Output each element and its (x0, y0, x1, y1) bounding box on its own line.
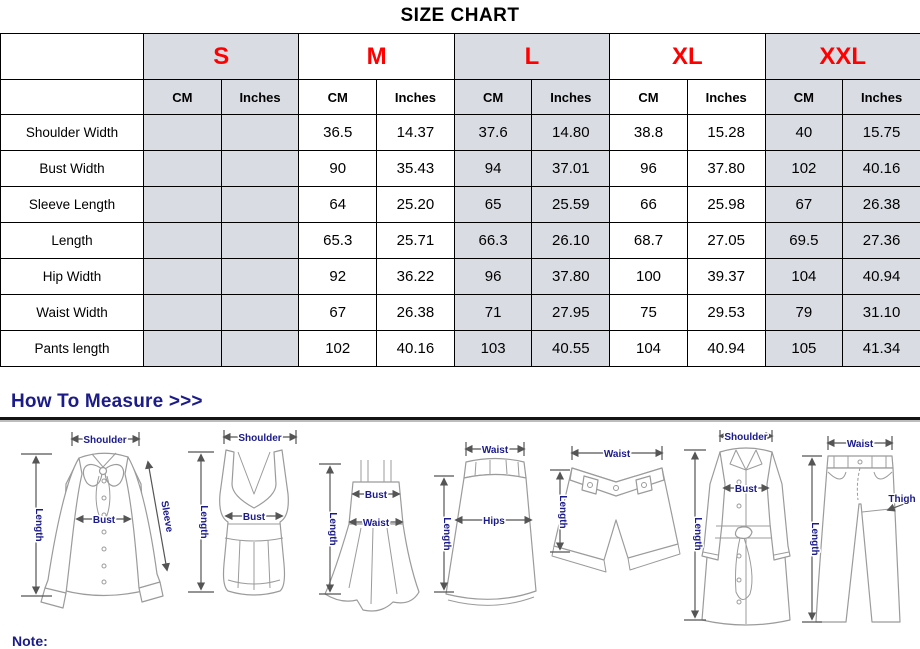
value-cell: 27.05 (687, 223, 765, 259)
unit-header-xxl-inches: Inches (843, 80, 920, 115)
unit-header-m-inches: Inches (377, 80, 455, 115)
value-cell (221, 223, 299, 259)
skirt-diagram-icon (430, 424, 552, 629)
value-cell: 68.7 (610, 223, 688, 259)
value-cell (144, 259, 222, 295)
value-cell: 14.80 (532, 115, 610, 151)
value-cell: 41.34 (843, 331, 920, 367)
coat-length-label: Length (692, 517, 703, 550)
value-cell (221, 331, 299, 367)
figure-coat (680, 424, 802, 638)
value-cell: 66 (610, 187, 688, 223)
dress-length-label: Length (327, 512, 338, 545)
value-cell: 26.38 (843, 187, 920, 223)
value-cell: 37.6 (454, 115, 532, 151)
row-waist-width (1, 295, 920, 331)
value-cell: 31.10 (843, 295, 920, 331)
value-cell: 64 (299, 187, 377, 223)
value-cell: 40.16 (377, 331, 455, 367)
pants-thigh-label: Thigh (888, 494, 915, 505)
size-header-xxl: XXL (765, 34, 920, 80)
blouse-shoulder-label: Shoulder (83, 435, 126, 446)
value-cell: 94 (454, 151, 532, 187)
size-header-s: S (144, 34, 299, 80)
value-cell: 100 (610, 259, 688, 295)
value-cell (221, 187, 299, 223)
value-cell: 65.3 (299, 223, 377, 259)
size-chart-table (0, 33, 920, 367)
unit-header-xl-cm: CM (610, 80, 688, 115)
value-cell: 71 (454, 295, 532, 331)
row-hip-width (1, 259, 920, 295)
shorts-diagram-icon (548, 424, 686, 629)
measurement-label: Pants length (1, 331, 144, 367)
row-sleeve-length (1, 187, 920, 223)
value-cell (144, 151, 222, 187)
measurement-label: Bust Width (1, 151, 144, 187)
value-cell: 92 (299, 259, 377, 295)
value-cell: 75 (610, 295, 688, 331)
value-cell: 29.53 (687, 295, 765, 331)
value-cell (221, 151, 299, 187)
value-cell: 105 (765, 331, 843, 367)
value-cell: 96 (454, 259, 532, 295)
tank-bust-label: Bust (243, 512, 266, 523)
figure-pants (800, 424, 918, 638)
value-cell: 14.37 (377, 115, 455, 151)
value-cell: 40.94 (843, 259, 920, 295)
value-cell: 67 (299, 295, 377, 331)
corner-cell (1, 34, 144, 80)
note-label: Note: (12, 633, 48, 649)
value-cell (144, 223, 222, 259)
pants-length-label: Length (809, 522, 820, 555)
skirt-waist-label: Waist (482, 445, 509, 456)
size-header-row (1, 34, 920, 80)
value-cell: 102 (765, 151, 843, 187)
unit-header-l-cm: CM (454, 80, 532, 115)
unit-header-s-cm: CM (144, 80, 222, 115)
value-cell: 26.38 (377, 295, 455, 331)
pants-waist-label: Waist (847, 439, 874, 450)
corner-cell (1, 80, 144, 115)
value-cell: 25.71 (377, 223, 455, 259)
value-cell: 15.28 (687, 115, 765, 151)
measurement-label: Sleeve Length (1, 187, 144, 223)
value-cell: 37.01 (532, 151, 610, 187)
value-cell: 37.80 (687, 151, 765, 187)
measurement-label: Hip Width (1, 259, 144, 295)
value-cell: 40.94 (687, 331, 765, 367)
value-cell (144, 295, 222, 331)
tank-shoulder-label: Shoulder (238, 433, 281, 444)
blouse-sleeve-label: Sleeve (158, 500, 174, 534)
coat-bust-label: Bust (735, 484, 758, 495)
value-cell: 66.3 (454, 223, 532, 259)
unit-header-m-cm: CM (299, 80, 377, 115)
row-bust-width (1, 151, 920, 187)
value-cell: 35.43 (377, 151, 455, 187)
page-title: SIZE CHART (0, 5, 920, 27)
value-cell: 104 (610, 331, 688, 367)
value-cell (144, 331, 222, 367)
value-cell: 36.5 (299, 115, 377, 151)
value-cell: 26.10 (532, 223, 610, 259)
blouse-bust-label: Bust (93, 515, 116, 526)
dress-waist-label: Waist (363, 518, 390, 529)
coat-shoulder-label: Shoulder (724, 432, 767, 443)
unit-header-s-inches: Inches (221, 80, 299, 115)
value-cell: 79 (765, 295, 843, 331)
value-cell: 65 (454, 187, 532, 223)
value-cell: 96 (610, 151, 688, 187)
pants-diagram-icon (800, 424, 918, 638)
value-cell: 103 (454, 331, 532, 367)
size-header-m: M (299, 34, 454, 80)
value-cell: 102 (299, 331, 377, 367)
value-cell (221, 295, 299, 331)
measure-figures (0, 424, 920, 641)
size-header-l: L (454, 34, 609, 80)
value-cell: 90 (299, 151, 377, 187)
value-cell: 37.80 (532, 259, 610, 295)
value-cell: 40.16 (843, 151, 920, 187)
value-cell: 25.59 (532, 187, 610, 223)
blouse-diagram-icon (8, 424, 178, 636)
figure-dress (313, 424, 431, 629)
value-cell: 40 (765, 115, 843, 151)
value-cell (221, 115, 299, 151)
figure-shorts (548, 424, 686, 629)
skirt-length-label: Length (441, 517, 452, 550)
size-chart-body (1, 115, 920, 367)
value-cell: 25.98 (687, 187, 765, 223)
value-cell: 67 (765, 187, 843, 223)
value-cell (144, 187, 222, 223)
measurement-label: Waist Width (1, 295, 144, 331)
blouse-length-label: Length (33, 508, 44, 541)
value-cell: 104 (765, 259, 843, 295)
skirt-hips-label: Hips (483, 516, 505, 527)
dress-diagram-icon (313, 424, 431, 629)
figure-skirt (430, 424, 552, 629)
unit-header-row (1, 80, 920, 115)
row-length (1, 223, 920, 259)
value-cell: 27.36 (843, 223, 920, 259)
row-shoulder-width (1, 115, 920, 151)
value-cell: 36.22 (377, 259, 455, 295)
unit-header-xxl-cm: CM (765, 80, 843, 115)
how-to-measure-heading: How To Measure >>> (11, 391, 203, 413)
value-cell: 39.37 (687, 259, 765, 295)
measurement-label: Length (1, 223, 144, 259)
tank-length-label: Length (198, 505, 209, 538)
value-cell: 25.20 (377, 187, 455, 223)
figure-tank-top (180, 424, 328, 629)
tank-top-diagram-icon (180, 424, 328, 629)
value-cell: 27.95 (532, 295, 610, 331)
unit-header-xl-inches: Inches (687, 80, 765, 115)
measurement-label: Shoulder Width (1, 115, 144, 151)
row-pants-length (1, 331, 920, 367)
unit-header-l-inches: Inches (532, 80, 610, 115)
figure-blouse (8, 424, 178, 636)
value-cell: 15.75 (843, 115, 920, 151)
value-cell (221, 259, 299, 295)
dress-bust-label: Bust (365, 490, 388, 501)
value-cell: 40.55 (532, 331, 610, 367)
shorts-length-label: Length (557, 495, 568, 528)
value-cell (144, 115, 222, 151)
shorts-waist-label: Waist (604, 449, 631, 460)
section-divider (0, 417, 920, 422)
value-cell: 69.5 (765, 223, 843, 259)
size-header-xl: XL (610, 34, 765, 80)
value-cell: 38.8 (610, 115, 688, 151)
coat-diagram-icon (680, 424, 802, 638)
